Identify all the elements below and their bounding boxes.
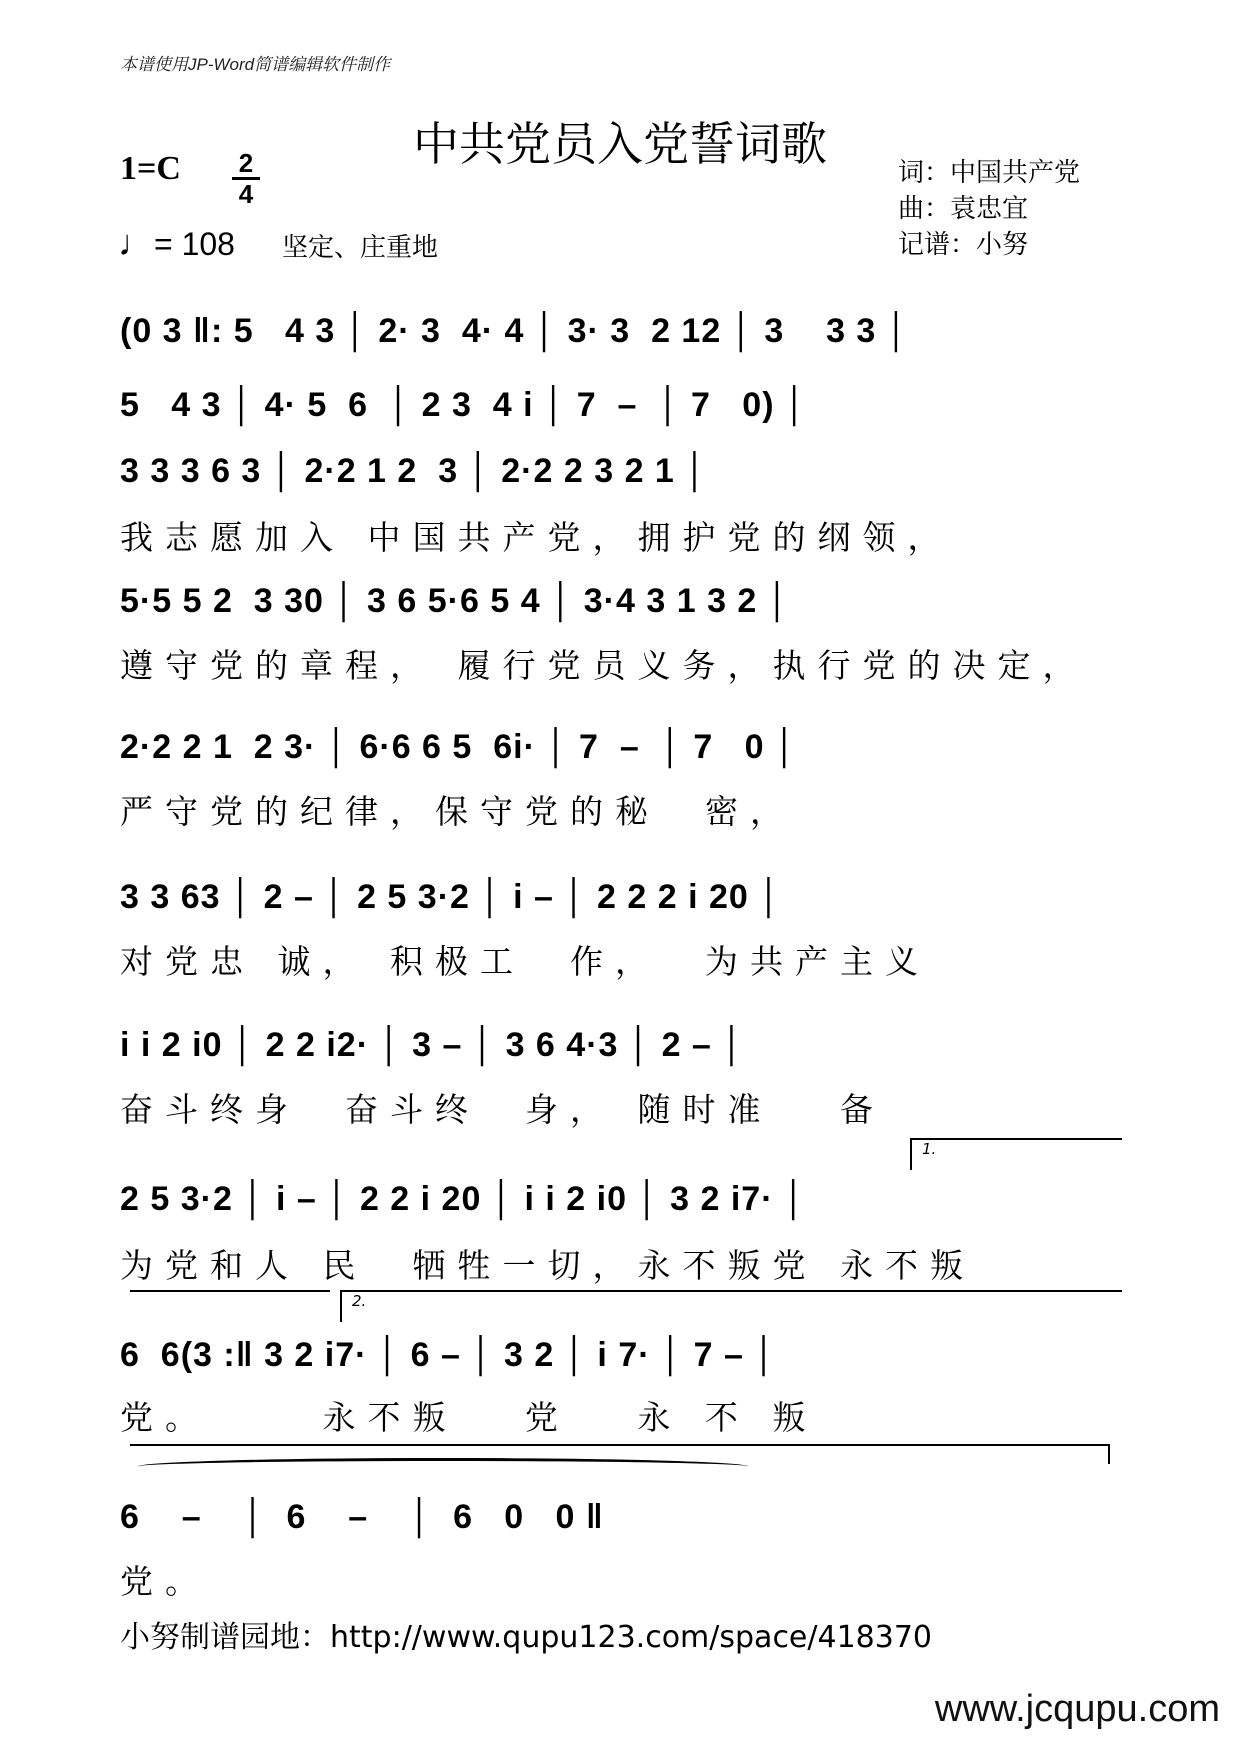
lyrics-row-5: 严守党的纪律，保守党的秘 密，	[120, 792, 795, 831]
footer-credit: 小努制谱园地：http://www.qupu123.com/space/418370	[120, 1620, 933, 1655]
notation-row-6: 3 3 63 │ 2 – │ 2 5 3·2 │ i – │ 2 2 2 i 20 │	[120, 878, 782, 916]
notation-row-2: 5 4 3 │ 4· 5 6 │ 2 3 4 i │ 7 – │ 7 0) │	[120, 386, 808, 424]
transcriber-credit: 记谱：小努	[898, 230, 1029, 260]
header-note: 本谱使用JP-Word简谱编辑软件制作	[120, 55, 391, 74]
key-signature: 1=C	[120, 150, 181, 187]
time-signature-top: 2	[238, 148, 254, 178]
volta-1-bracket: 1.	[910, 1138, 1122, 1170]
notation-row-7: i i 2 i0 │ 2 2 i2· │ 3 – │ 3 6 4·3 │ 2 – │	[120, 1026, 745, 1064]
notation-row-4: 5·5 5 2 3 30 │ 3 6 5·6 5 4 │ 3·4 3 1 3 2 │	[120, 582, 791, 620]
expression-marking: 坚定、庄重地	[282, 233, 439, 263]
watermark: www.jcqupu.com	[934, 1688, 1220, 1730]
lyrics-row-10: 党。	[120, 1562, 210, 1601]
long-slur	[138, 1458, 748, 1475]
song-title: 中共党员入党誓词歌	[413, 117, 827, 171]
notation-row-9: 6 6(3 :‖ 3 2 i7· │ 6 – │ 3 2 │ i 7· │ 7 – │	[120, 1336, 777, 1374]
notation-row-8: 2 5 3·2 │ i – │ 2 2 i 20 │ i i 2 i0 │ 3 2 i7· │	[120, 1180, 807, 1218]
lyrics-row-3: 我志愿加入 中国共产党，拥护党的纲领，	[120, 518, 953, 557]
tempo-marking	[118, 222, 235, 264]
quarter-note-icon: ♩	[118, 222, 154, 263]
notation-row-3: 3 3 3 6 3 │ 2·2 1 2 3 │ 2·2 2 3 2 1 │	[120, 452, 708, 490]
lyrics-row-4: 遵守党的章程， 履行党员义务，执行党的决定，	[120, 646, 1088, 685]
time-signature-bottom: 4	[238, 179, 254, 209]
notation-row-1: (0 3 ‖: 5 4 3 │ 2· 3 4· 4 │ 3· 3 2 12 │ 3 3 3 │	[120, 312, 910, 350]
lyrics-row-6: 对党忠 诚， 积极工 作， 为共产主义	[120, 942, 930, 981]
tempo-value: = 108	[154, 226, 235, 262]
volta-1-continuation	[130, 1290, 330, 1292]
lyrics-row-9: 党。 永不叛 党 永 不 叛	[120, 1398, 818, 1437]
lyrics-row-8: 为党和人 民 牺牲一切，永不叛党 永不叛	[120, 1246, 975, 1285]
volta-2-bracket: 2.	[340, 1290, 1122, 1322]
composer-credit: 曲：袁忠宜	[898, 194, 1029, 224]
lyrics-row-7: 奋斗终身 奋斗终 身， 随时准 备	[120, 1090, 885, 1129]
time-signature	[228, 150, 264, 207]
notation-row-10: 6 – │ 6 – │ 6 0 0 ‖	[120, 1498, 604, 1536]
lyricist-credit: 词：中国共产党	[898, 158, 1081, 188]
notation-row-5: 2·2 2 1 2 3· │ 6·6 6 5 6i· │ 7 – │ 7 0 │	[120, 728, 798, 766]
